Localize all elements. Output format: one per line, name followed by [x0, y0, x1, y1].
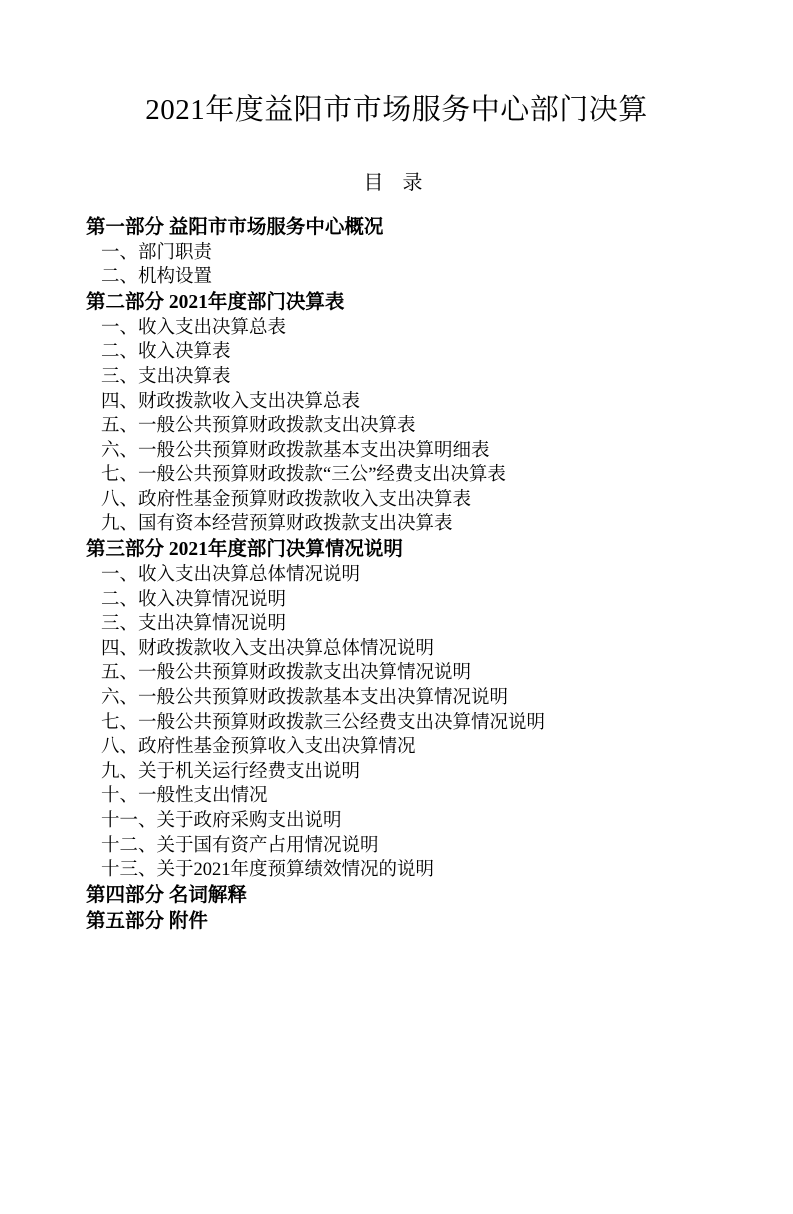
- toc-item-entry[interactable]: 二、机构设置: [101, 267, 213, 288]
- toc-part-entry[interactable]: 第一部分 益阳市市场服务中心概况: [86, 216, 384, 238]
- toc-item-entry[interactable]: 三、支出决算表: [101, 366, 231, 387]
- toc-item-entry[interactable]: 一、部门职责: [101, 242, 213, 263]
- toc-part-entry[interactable]: 第五部分 附件: [86, 910, 208, 932]
- toc-item-entry[interactable]: 九、关于机关运行经费支出说明: [101, 761, 361, 782]
- table-of-contents: [86, 215, 707, 935]
- toc-part-entry[interactable]: 第二部分 2021年度部门决算表: [86, 291, 345, 313]
- toc-item-entry[interactable]: 十、一般性支出情况: [101, 786, 268, 807]
- toc-item-entry[interactable]: 四、财政拨款收入支出决算总表: [101, 391, 361, 412]
- toc-item-entry[interactable]: 十三、关于2021年度预算绩效情况的说明: [101, 860, 435, 881]
- toc-part-entry[interactable]: 第四部分 名词解释: [86, 884, 247, 906]
- toc-item-entry[interactable]: 二、收入决算表: [101, 342, 231, 363]
- toc-item-entry[interactable]: 八、政府性基金预算收入支出决算情况: [101, 737, 416, 758]
- toc-item-entry[interactable]: 六、一般公共预算财政拨款基本支出决算明细表: [101, 440, 490, 461]
- page-title: 2021年度益阳市市场服务中心部门决算: [145, 94, 648, 126]
- toc-item-entry[interactable]: 六、一般公共预算财政拨款基本支出决算情况说明: [101, 687, 509, 708]
- toc-item-entry[interactable]: 十一、关于政府采购支出说明: [101, 810, 342, 831]
- toc-item-entry[interactable]: 九、国有资本经营预算财政拨款支出决算表: [101, 514, 453, 535]
- toc-item-entry[interactable]: 一、收入支出决算总体情况说明: [101, 564, 361, 585]
- toc-item-entry[interactable]: 八、政府性基金预算财政拨款收入支出决算表: [101, 489, 472, 510]
- toc-part-entry[interactable]: 第三部分 2021年度部门决算情况说明: [86, 539, 403, 561]
- toc-item-entry[interactable]: 五、一般公共预算财政拨款支出决算表: [101, 416, 416, 437]
- toc-item-entry[interactable]: 一、收入支出决算总表: [101, 317, 287, 338]
- toc-item-entry[interactable]: 二、收入决算情况说明: [101, 589, 287, 610]
- toc-item-entry[interactable]: 五、一般公共预算财政拨款支出决算情况说明: [101, 663, 472, 684]
- table-of-contents-heading: 目 录: [363, 171, 430, 194]
- toc-item-entry[interactable]: 三、支出决算情况说明: [101, 614, 287, 635]
- toc-item-entry[interactable]: 四、财政拨款收入支出决算总体情况说明: [101, 638, 435, 659]
- toc-item-entry[interactable]: 十二、关于国有资产占用情况说明: [101, 835, 379, 856]
- toc-item-entry[interactable]: 七、一般公共预算财政拨款“三公”经费支出决算表: [101, 465, 506, 486]
- document-page: [0, 92, 793, 1214]
- toc-item-entry[interactable]: 七、一般公共预算财政拨款三公经费支出决算情况说明: [101, 712, 546, 733]
